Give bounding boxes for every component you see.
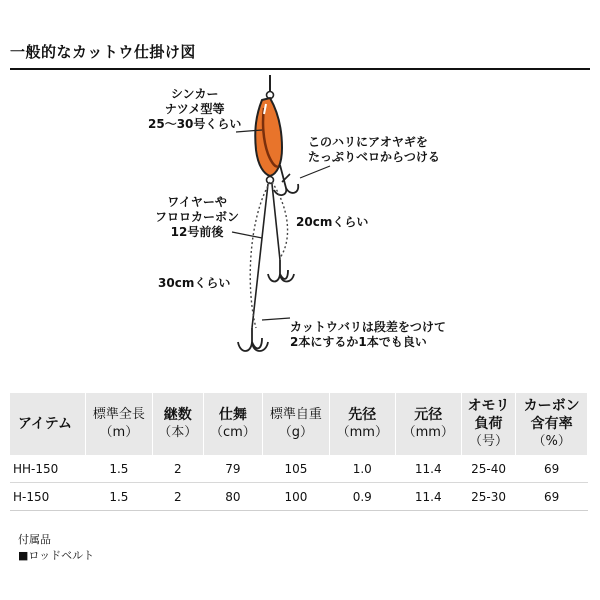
table-row <box>10 455 588 483</box>
cell-item: H-150 <box>10 483 86 511</box>
cell-weight: 100 <box>263 483 330 511</box>
cell-length: 1.5 <box>86 455 153 483</box>
header-tip-dia: 先径 （mm） <box>329 393 395 455</box>
spec-header-row <box>10 393 588 455</box>
label-hooks: カットウバリは段差をつけて 2本にするか1本でも良い <box>290 320 446 349</box>
accessories-note <box>18 532 94 564</box>
leader-long <box>252 184 268 328</box>
header-carbon: カーボン 含有率 （%） <box>516 393 588 455</box>
label-sinker: シンカー ナツメ型等 25〜30号くらい <box>148 87 242 131</box>
label-30cm: 30cmくらい <box>158 276 231 290</box>
cell-sinker-load: 25-30 <box>461 483 516 511</box>
pointer-hooks <box>262 318 290 320</box>
pointer-bait <box>300 166 330 178</box>
header-sinker-load: オモリ 負荷 （号） <box>461 393 516 455</box>
header-weight: 標準自重 （g） <box>263 393 330 455</box>
page-title: 一般的なカットウ仕掛け図 <box>10 43 196 61</box>
rig-diagram <box>0 70 600 380</box>
cell-closed: 80 <box>203 483 262 511</box>
header-pieces: 継数 （本） <box>152 393 203 455</box>
cell-butt-dia: 11.4 <box>395 483 461 511</box>
label-20cm: 20cmくらい <box>296 215 369 229</box>
cell-butt-dia: 11.4 <box>395 455 461 483</box>
cell-weight: 105 <box>263 455 330 483</box>
cell-pieces: 2 <box>152 455 203 483</box>
sinker-body <box>255 98 282 176</box>
cell-length: 1.5 <box>86 483 153 511</box>
spec-table <box>10 393 588 511</box>
cell-carbon: 69 <box>516 483 588 511</box>
cell-item: HH-150 <box>10 455 86 483</box>
cell-tip-dia: 0.9 <box>329 483 395 511</box>
accessories-item: ■ロッドベルト <box>18 549 95 562</box>
upper-treble-hook <box>268 260 294 282</box>
header-butt-dia: 元径 （mm） <box>395 393 461 455</box>
header-closed: 仕舞 （cm） <box>203 393 262 455</box>
header-length: 標準全長 （m） <box>86 393 153 455</box>
header-item: アイテム <box>10 393 86 455</box>
cell-sinker-load: 25-40 <box>461 455 516 483</box>
cell-closed: 79 <box>203 455 262 483</box>
accessories-heading: 付属品 <box>18 533 51 546</box>
label-bait: このハリにアオヤギを たっぷりベロからつける <box>308 135 440 164</box>
cell-tip-dia: 1.0 <box>329 455 395 483</box>
cell-carbon: 69 <box>516 455 588 483</box>
table-row <box>10 483 588 511</box>
label-wire: ワイヤーや フロロカーボン 12号前後 <box>155 195 240 239</box>
lower-treble-hook <box>238 328 268 351</box>
cell-pieces: 2 <box>152 483 203 511</box>
